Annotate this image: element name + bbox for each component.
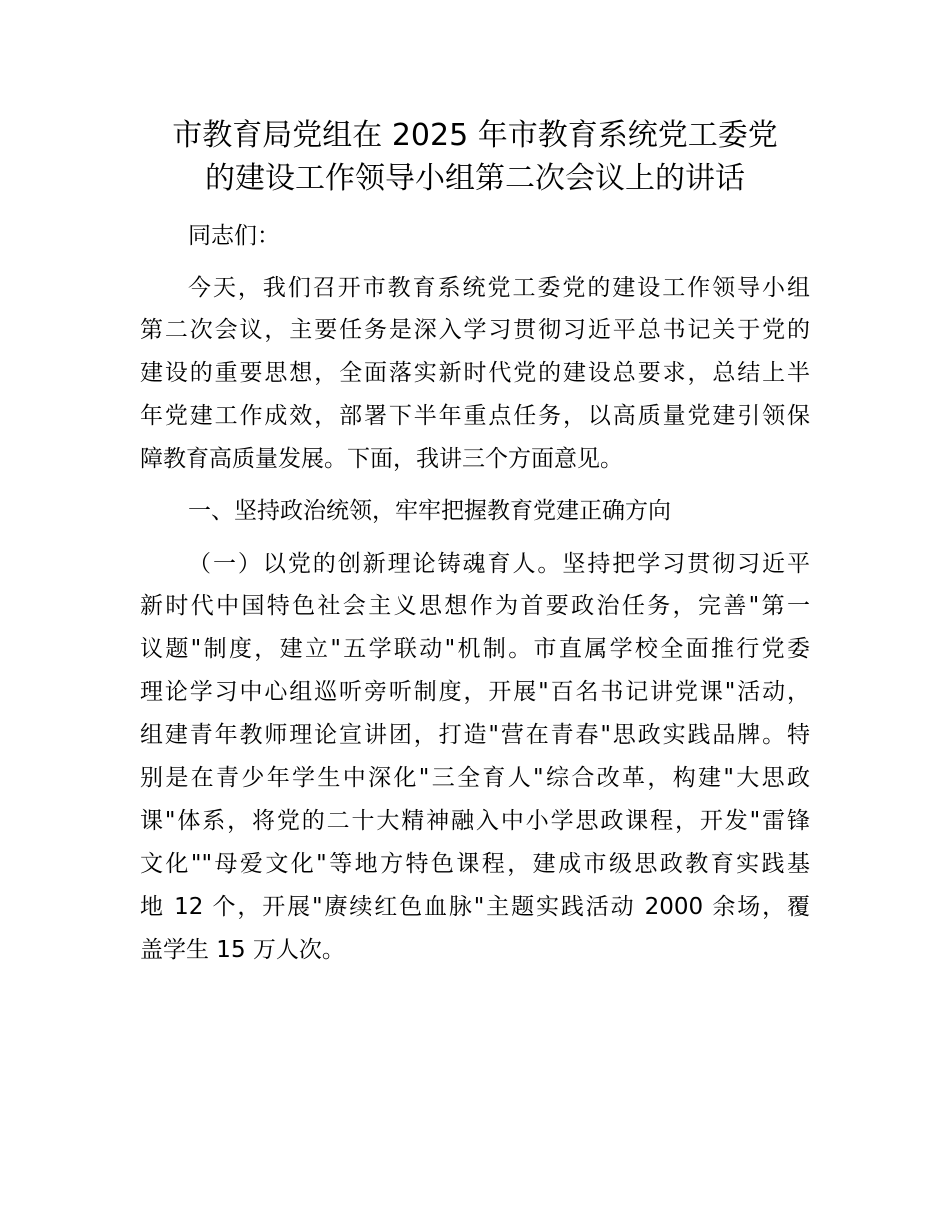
intro-line-5: 障教育高质量发展。下面，我讲三个方面意见。 (140, 446, 623, 472)
intro-line-4: 年党建工作成效，部署下半年重点任务，以高质量党建引领保 (140, 403, 810, 429)
document-title-line-1: 市教育局党组在 2025 年市教育系统党工委党 (172, 118, 778, 153)
subsection-line-7: 课"体系，将党的二十大精神融入中小学思政课程，开发"雷锋 (140, 808, 810, 834)
subsection-line-2: 新时代中国特色社会主义思想作为首要政治任务，完善"第一 (140, 593, 810, 619)
subsection-line-4: 理论学习中心组巡听旁听制度，开展"百名书记讲党课"活动， (140, 679, 810, 705)
subsection-line-8: 文化""母爱文化"等地方特色课程，建成市级思政教育实践基 (140, 851, 810, 877)
document-title-line-2: 的建设工作领导小组第二次会议上的讲话 (205, 161, 745, 196)
intro-line-3: 建设的重要思想，全面落实新时代党的建设总要求，总结上半 (140, 360, 810, 386)
intro-line-2: 第二次会议，主要任务是深入学习贯彻习近平总书记关于党的 (140, 317, 810, 343)
subsection-line-3: 议题"制度，建立"五学联动"机制。市直属学校全面推行党委 (140, 636, 810, 662)
subsection-line-6: 别是在青少年学生中深化"三全育人"综合改革，构建"大思政 (140, 765, 810, 791)
subsection-line-10: 盖学生 15 万人次。 (140, 937, 345, 963)
section-heading: 一、坚持政治统领，牢牢把握教育党建正确方向 (188, 498, 671, 524)
subsection-line-1: （一）以党的创新理论铸魂育人。坚持把学习贯彻习近平 (188, 551, 810, 577)
subsection-line-5: 组建青年教师理论宣讲团，打造"营在青春"思政实践品牌。特 (140, 722, 810, 748)
intro-line-1: 今天，我们召开市教育系统党工委党的建设工作领导小组 (188, 275, 810, 301)
subsection-line-9: 地 12 个，开展"赓续红色血脉"主题实践活动 2000 余场，覆 (140, 894, 810, 920)
salutation: 同志们： (188, 223, 280, 249)
